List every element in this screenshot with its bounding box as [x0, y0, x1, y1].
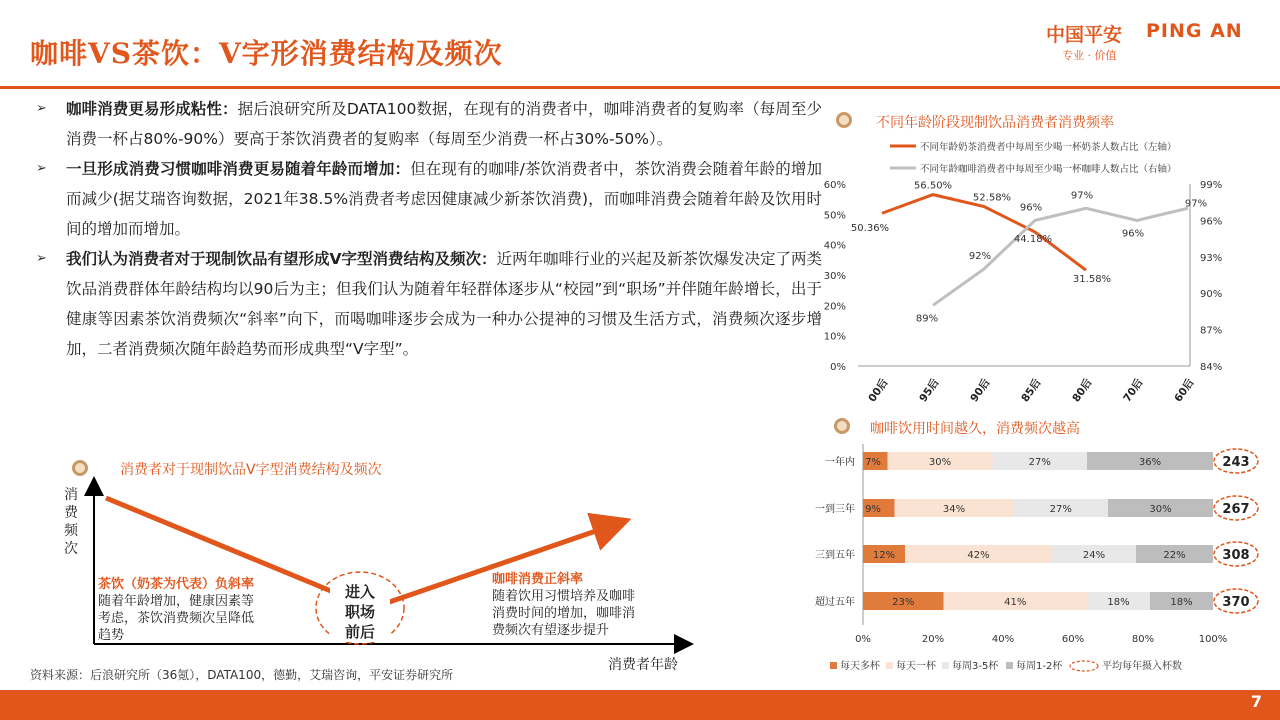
- data-label: 89%: [915, 313, 939, 325]
- category-label: 超过五年: [815, 597, 855, 608]
- legend-swatch: [1006, 662, 1013, 669]
- arrow-icon: ➢: [36, 251, 47, 266]
- bottom-bar: [0, 690, 1280, 720]
- x-tick-label: 60%: [1061, 634, 1085, 645]
- bullet-text: 据后浪研究所及DATA100数据，在现有的消费者中，咖啡消费者的复购率（每周至少消费一杯占80%-90%）要高于茶饮消费者的复购率（每周至少消费一杯占30%-50%）。: [66, 100, 822, 148]
- y-right-tick-label: 90%: [1200, 289, 1223, 301]
- bullet-heading: 一旦形成消费习惯咖啡消费更易随着年龄而增加：: [66, 160, 411, 178]
- legend-label: 每天一杯: [896, 661, 936, 672]
- bar-value-label: 22%: [1163, 550, 1186, 561]
- v-diagram-x-label: 消费者年龄: [608, 657, 678, 673]
- ping-an-logo: [1046, 20, 1256, 66]
- bullet-item: [36, 244, 822, 364]
- coffee-desc-line: 消费时间的增加，咖啡消: [492, 606, 636, 621]
- bar-chart-title: 咖啡饮用时间越久，消费频次越高: [870, 421, 1080, 437]
- bar-value-label: 18%: [1107, 597, 1130, 608]
- tea-desc-line: 随着年龄增加，健康因素等: [98, 594, 255, 609]
- y-right-tick-label: 93%: [1200, 252, 1223, 264]
- tea-heading: 茶饮（奶茶为代表）负斜率: [98, 577, 255, 592]
- data-label: 52.58%: [972, 192, 1012, 204]
- center-label: [330, 582, 390, 642]
- data-label: 56.50%: [913, 180, 953, 192]
- bullet-item: [36, 94, 822, 154]
- bar-value-label: 9%: [865, 504, 881, 515]
- x-tick-label: 70后: [1121, 376, 1146, 405]
- bar-value-label: 27%: [1028, 457, 1051, 468]
- category-label: 三到五年: [815, 550, 855, 561]
- x-tick-label: 95后: [917, 376, 942, 405]
- bar-value-label: 36%: [1138, 457, 1162, 468]
- bar-value-label: 23%: [892, 597, 915, 608]
- legend-avg-swatch: [1070, 661, 1098, 671]
- bullet-item: [36, 154, 822, 244]
- y-left-tick-label: 0%: [830, 362, 846, 373]
- x-tick-label: 80后: [1070, 376, 1095, 405]
- legend-label: 每天多杯: [840, 661, 880, 672]
- legend-label: 平均每年摄入杯数: [1102, 661, 1182, 672]
- v-diagram-y-label: [64, 486, 80, 558]
- tea-desc-line: 考虑，茶饮消费频次呈降低: [98, 611, 255, 626]
- x-tick-label: 20%: [921, 634, 945, 645]
- avg-value: 308: [1222, 548, 1250, 563]
- y-right-tick-label: 84%: [1200, 362, 1223, 373]
- avg-value: 370: [1222, 595, 1250, 610]
- data-label: 92%: [968, 250, 992, 262]
- ring-icon: [72, 460, 88, 476]
- legend-swatch: [886, 662, 893, 669]
- y-right-tick-label: 87%: [1200, 325, 1223, 337]
- center-label-line: 进入: [344, 583, 375, 601]
- x-tick-label: 85后: [1019, 376, 1044, 405]
- y-left-tick-label: 50%: [823, 210, 846, 222]
- bullet-heading: 我们认为消费者对于现制饮品有望形成V字型消费结构及频次：: [66, 250, 497, 268]
- y-left-tick-label: 20%: [823, 301, 846, 313]
- legend-label: 每周3-5杯: [952, 661, 999, 672]
- bar-value-label: 27%: [1049, 504, 1072, 515]
- bullet-text: 但在现有的咖啡/茶饮消费者中，茶饮消费会随着年龄的增加而减少(据艾瑞咨询数据，2021年38.5%消费者考虑因健康减少新茶饮消费)，而咖啡消费会随着年龄及饮用时间的增加而增加。: [66, 160, 822, 238]
- bullet-list: [36, 94, 822, 364]
- legend-label: 不同年龄咖啡消费者中每周至少喝一杯咖啡人数占比（右轴）: [920, 164, 1177, 175]
- x-tick-label: 90后: [968, 376, 993, 405]
- title-divider: [0, 86, 1280, 89]
- arrow-icon: ➢: [36, 161, 47, 176]
- tea-desc-line: 趋势: [98, 628, 125, 643]
- center-label-line: 职场: [344, 603, 375, 621]
- coffee-annotation: [492, 571, 692, 639]
- tea-annotation: [98, 576, 308, 644]
- bar-value-label: 30%: [1149, 504, 1172, 515]
- page-title: 咖啡VS茶饮：V字形消费结构及频次: [30, 37, 503, 70]
- data-label: 31.58%: [1072, 274, 1112, 286]
- bullet-heading: 咖啡消费更易形成粘性：: [66, 100, 238, 118]
- legend-label: 每周1-2杯: [1016, 661, 1063, 672]
- bullet-text: 近两年咖啡行业的兴起及新茶饮爆发决定了两类饮品消费群体年龄结构均以90后为主；但我们认为随着年轻群体逐步从“校园”到“职场”并伴随年龄增长，出于健康等因素茶饮消费频次“斜率”向下，而喝咖啡逐步会成为一种办公提神的习惯及生活方式，消费频次逐步增加，二者消费频次随年龄趋势而形成典型“V字型”。: [66, 250, 823, 358]
- y-left-tick-label: 10%: [823, 331, 846, 343]
- bar-value-label: 24%: [1082, 550, 1106, 561]
- coffee-heading: 咖啡消费正斜率: [492, 572, 584, 587]
- data-label: 96%: [1019, 202, 1043, 214]
- x-tick-label: 40%: [991, 634, 1015, 645]
- x-tick-label: 00后: [866, 376, 891, 405]
- x-tick-label: 0%: [855, 634, 871, 645]
- center-label-line: 前后: [344, 623, 375, 641]
- x-tick-label: 60后: [1172, 376, 1197, 405]
- logo-cn: 中国平安: [1046, 24, 1123, 46]
- data-label: 96%: [1121, 228, 1145, 240]
- bar-value-label: 34%: [942, 504, 966, 515]
- coffee-desc-line: 费频次有望逐步提升: [492, 623, 610, 638]
- bar-value-label: 12%: [872, 550, 896, 561]
- y-left-tick-label: 40%: [823, 240, 846, 252]
- v-diagram-y-label-text: 消费频次: [64, 487, 78, 557]
- category-label: 一到三年: [815, 504, 855, 515]
- coffee-desc-line: 随着饮用习惯培养及咖啡: [492, 589, 636, 604]
- legend-label: 不同年龄奶茶消费者中每周至少喝一杯奶茶人数占比（左轴）: [920, 142, 1177, 153]
- bar-value-label: 18%: [1170, 597, 1193, 608]
- ring-icon: [836, 112, 852, 128]
- data-label: 97%: [1070, 190, 1094, 202]
- logo-en: PING AN: [1146, 20, 1243, 42]
- category-label: 一年内: [825, 457, 855, 468]
- y-left-tick-label: 30%: [823, 271, 846, 282]
- legend-swatch: [830, 662, 837, 669]
- line-chart-title: 不同年龄阶段现制饮品消费者消费频率: [876, 115, 1114, 131]
- x-tick-label: 100%: [1198, 634, 1228, 645]
- bar-value-label: 30%: [928, 457, 952, 468]
- arrow-icon: ➢: [36, 101, 47, 116]
- page-number: 7: [1250, 692, 1262, 711]
- data-label: 44.18%: [1013, 233, 1053, 245]
- logo-tagline: 专业 · 价值: [1062, 49, 1117, 62]
- y-right-tick-label: 99%: [1200, 180, 1223, 191]
- data-label: 50.36%: [850, 223, 890, 235]
- data-label: 97%: [1184, 198, 1208, 210]
- avg-value: 267: [1222, 502, 1250, 517]
- v-diagram-title: 消费者对于现制饮品V字型消费结构及频次: [120, 462, 382, 478]
- ring-icon: [834, 418, 850, 434]
- legend-swatch: [942, 662, 949, 669]
- line-chart: [820, 134, 1260, 406]
- source-note: 资料来源：后浪研究所（36氪），DATA100，德勤，艾瑞咨询，平安证券研究所: [30, 668, 454, 682]
- bar-value-label: 41%: [1004, 597, 1027, 608]
- bar-chart: [800, 440, 1270, 684]
- x-tick-label: 80%: [1131, 634, 1155, 645]
- avg-value: 243: [1222, 455, 1250, 470]
- y-right-tick-label: 96%: [1200, 216, 1223, 228]
- bar-value-label: 42%: [967, 550, 990, 561]
- y-left-tick-label: 60%: [823, 180, 846, 191]
- bar-value-label: 7%: [865, 457, 881, 468]
